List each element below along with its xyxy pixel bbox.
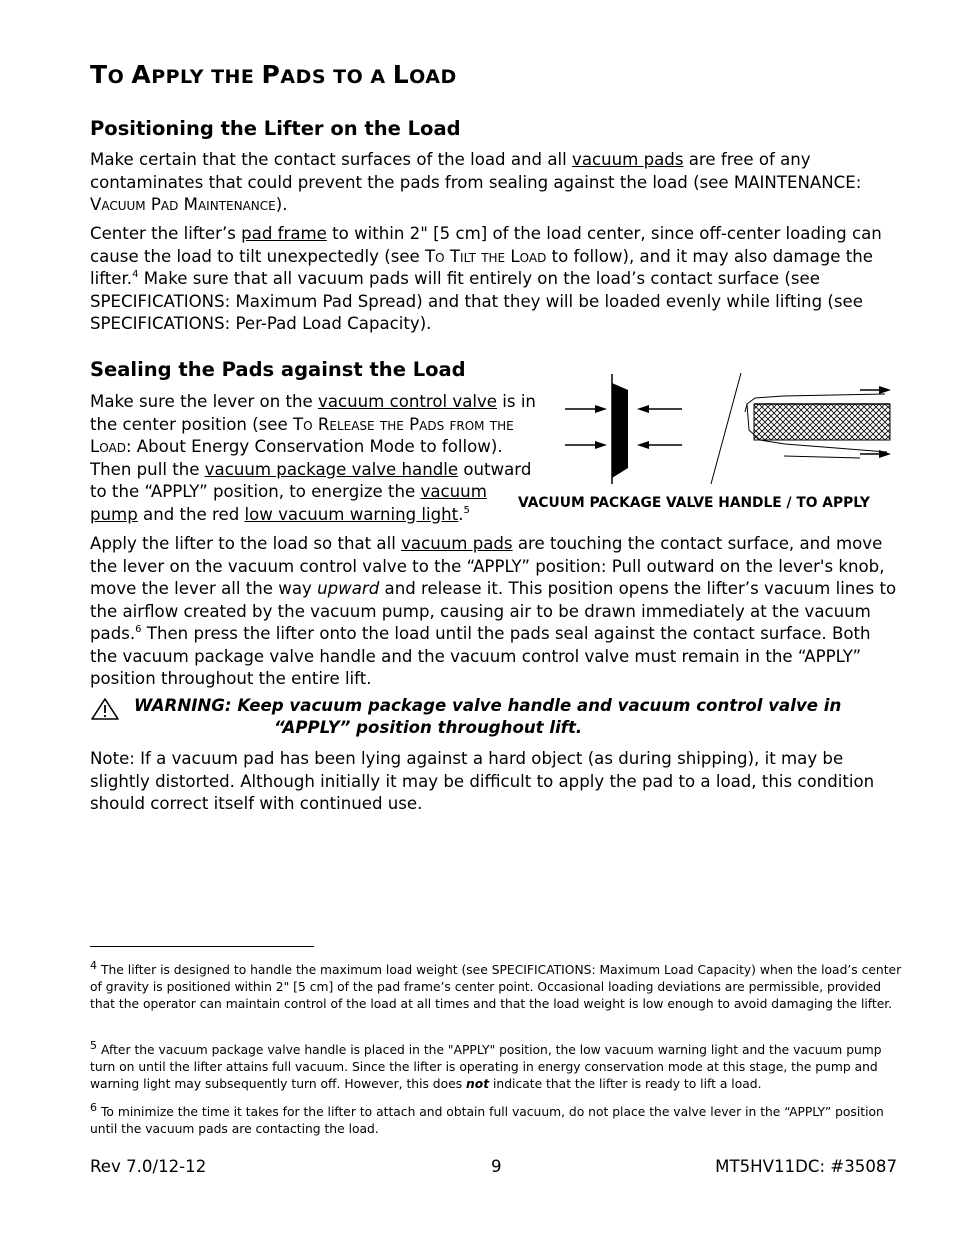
emphasis-upward: upward [317,579,380,598]
link-vacuum-package-valve-handle[interactable]: vacuum package valve handle [204,459,459,479]
handle-plate-view [565,374,682,484]
paragraph-control-valve: Make sure the lever on the vacuum control valve is in the center position (see To Release the Pads from the Load: About Energy Conservation Mode to follow). Then pull the vacuum package valve handle outward to the “APPLY” position, to energize the vacuum pump and the red low vacuum warning light.$^5$ [90,392,536,524]
footnote-ref-4[interactable]: 4 [132,269,139,280]
arrow-right-bottom [637,441,682,449]
ref-to-tilt-the-load[interactable]: To Tilt the Load [425,246,547,266]
handle-pulled-view [745,386,891,458]
link-vacuum-pads-2[interactable]: vacuum pads [401,534,513,553]
title-initial-2: A [131,60,152,89]
link-pad-frame[interactable]: pad frame [241,224,327,243]
section-heading-sealing: Sealing the Pads against the Load [90,358,466,381]
paragraph-contact-surfaces: Make certain that the contact surfaces of the load and all vacuum pads are free of any contaminates that could prevent the pads from sealing against the load (see MAINTENANCE: Vacuum Pad Maintenance). [90,150,862,214]
paragraph-apply-lifter: Apply the lifter to the load so that all vacuum pads are touching the contact surface, and move the lever on the vacuum control valve to the “APPLY” position: Pull outward on the lever's knob, move the lever all the way upward and release it. This position opens the lifter’s vacuum lines to the airflow created by the vacuum pump, causing air to be drawn immediately at the vacuum pads.$^6$ Then press the lifter onto the load until the pads seal against the contact surface. Both the vacuum package valve handle and the vacuum control valve must remain in the “APPLY” position throughout the entire lift. [90,534,897,688]
page-title [90,60,457,89]
footnote-ref-6[interactable]: 6 [135,624,142,635]
paragraph-note: Note: If a vacuum pad has been lying against a hard object (as during shipping), it may be slightly distorted. Although initially it may be difficult to apply the pad to a load, this condition should correct itself with continued use. [90,749,875,813]
link-vacuum-pump[interactable]: vacuum pump [90,482,487,524]
title-initial-3: P [261,60,281,89]
warning-line-2: “APPLY” position throughout lift. [274,718,583,737]
arrow-left-top [565,405,607,413]
title-rest-3: ADS TO A [280,66,393,88]
warning-line-1: WARNING: Keep vacuum package valve handle and vacuum control valve in [134,696,842,715]
paragraph-center-pad-frame: Center the lifter’s pad frame to within 2" [5 cm] of the load center, since off-center loading can cause the load to tilt unexpectedly (see To Tilt the Load to follow), and it may also damage the lifter.$^4$ Make sure that all vacuum pads will fit entirely on the load’s contact surface (see SPECIFICATIONS: Maximum Pad Spread) and that they will be loaded evenly while lifting (see SPECIFICATIONS: Per-Pad Load Capacity). [90,224,882,333]
link-vacuum-control-valve[interactable]: vacuum control valve [318,392,498,411]
footnote-6: $^6$ To minimize the time it takes for the lifter to attach and obtain full vacuum, do not place the valve lever in the “APPLY” position until the vacuum pads are contacting the load. [90,1101,884,1136]
ref-to-release-the-pads[interactable]: To Release the Pads from the Load [90,414,514,456]
figure-divider [711,373,741,484]
arrow-right-top [637,405,682,413]
footer-revision: Rev 7.0/12-12 [90,1157,207,1176]
ref-vacuum-pad-maintenance[interactable]: Vacuum Pad Maintenance [90,195,276,214]
footer-page-number: 9 [491,1157,502,1176]
footnote-5: $^5$ After the vacuum package valve handle is placed in the "APPLY" position, the low vacuum warning light and the vacuum pump turn on until the lifter attains full vacuum. Since the lifter is operating in energy conservation mode at this stage, the pump and warning light may subsequently turn off. However, this does not indicate that the lifter is ready to lift a load. [90,1039,882,1091]
title-initial-1: T [90,60,108,89]
footnote-number-6: 6 [90,1101,97,1114]
link-low-vacuum-warning-light[interactable]: low vacuum warning light [244,504,459,524]
title-rest-2: PPLY THE [151,66,262,88]
arrow-left-bottom [565,441,607,449]
footnote-number-5: 5 [90,1039,97,1052]
footnote-ref-5[interactable]: 5 [463,504,470,516]
arrow-pull-top [860,386,891,394]
title-rest-1: O [107,66,132,88]
warning-triangle-icon [90,697,120,721]
footnote-number-4: 4 [90,959,97,972]
valve-handle-illustration [555,368,900,490]
footnote-4: $^4$ The lifter is designed to handle the maximum load weight (see SPECIFICATIONS: Maximum Load Capacity) when the load’s center of gravity is positioned within 2" [5 cm] of the pad frame’s center point. Occasional loading deviations are permissible, provided that the operator can maintain control of the load at all times and that the load weight is low enough to avoid damaging the lifter. [90,959,902,1011]
title-initial-4: L [392,60,410,89]
footer-model-number: MT5HV11DC: #35087 [715,1157,897,1176]
section-heading-positioning: Positioning the Lifter on the Load [90,117,461,140]
footnote-separator [90,946,314,947]
title-rest-4: OAD [409,66,457,88]
link-vacuum-pads[interactable]: vacuum pads [572,150,684,169]
figure-caption: VACUUM PACKAGE VALVE HANDLE / TO APPLY [518,495,870,511]
emphasis-not: not [466,1077,490,1091]
